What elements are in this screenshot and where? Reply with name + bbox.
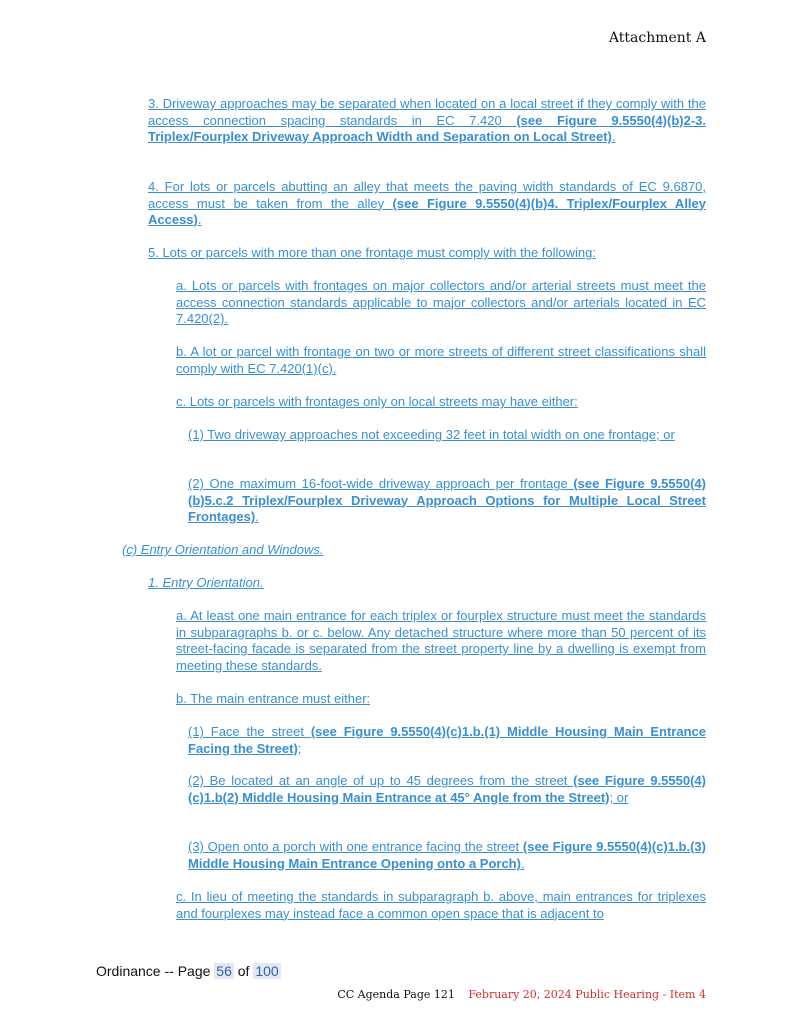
ordinance-label: Ordinance -- Page: [96, 963, 211, 979]
item-5: 5. Lots or parcels with more than one frontage must comply with the following:: [148, 245, 596, 260]
ordinance-page-footer: [96, 963, 281, 979]
page-total: 100: [255, 963, 279, 979]
item-5c2: (2) One maximum 16-foot-wide driveway approach per frontage (see Figure 9.5550(4)(b)5.c.2 Triplex/Fourplex Driveway Approach Options for Multiple Local Street Frontages).: [188, 476, 706, 524]
item-4: 4. For lots or parcels abutting an alley that meets the paving width standards of EC 9.6870, access must be taken from the alley (see Figure 9.5550(4)(b)4. Triplex/Fourplex Alley Access).: [148, 179, 707, 227]
agenda-page-label: CC Agenda Page 121: [337, 988, 455, 1001]
attachment-label: Attachment A: [608, 30, 706, 46]
item-5c1: (1) Two driveway approaches not exceeding 32 feet in total width on one frontage; or: [188, 427, 675, 442]
item-3: 3. Driveway approaches may be separated when located on a local street if they comply with the access connection spacing standards in EC 7.420 (see Figure 9.5550(4)(b)2-3. Triplex/Fourplex Driveway Approach Width and Separation on Local Street).: [148, 96, 706, 144]
item-c1-heading: 1. Entry Orientation.: [148, 575, 264, 590]
agenda-footer: [337, 988, 706, 1001]
item-c1a: a. At least one main entrance for each triplex or fourplex structure must meet the standards in subparagraphs b. or c. below. Any detached structure where more than 50 percent of its street-facing facade is separated from the street property line by a dwelling is exempt from meeting these standards.: [176, 608, 706, 673]
section-c-heading: (c) Entry Orientation and Windows.: [122, 542, 324, 557]
item-5a: a. Lots or parcels with frontages on major collectors and/or arterial streets must meet the access connection standards applicable to major collectors and/or arterials located in EC 7.420(2).: [176, 278, 706, 326]
item-c1c: c. In lieu of meeting the standards in subparagraph b. above, main entrances for triplexes and fourplexes may instead face a common open space that is adjacent to: [176, 889, 706, 921]
item-c1b1: (1) Face the street (see Figure 9.5550(4)(c)1.b.(1) Middle Housing Main Entrance Facing the Street);: [188, 724, 706, 756]
item-5c: c. Lots or parcels with frontages only on local streets may have either:: [176, 394, 578, 409]
page-of-label: of: [237, 963, 250, 979]
item-5b: b. A lot or parcel with frontage on two or more streets of different street classifications shall comply with EC 7.420(1)(c).: [176, 344, 706, 376]
item-c1b: b. The main entrance must either:: [176, 691, 371, 706]
hearing-label: February 20, 2024 Public Hearing - Item 4: [468, 988, 706, 1001]
page-number: 56: [216, 963, 232, 979]
item-c1b3: (3) Open onto a porch with one entrance facing the street (see Figure 9.5550(4)(c)1.b.(3) Middle Housing Main Entrance Opening onto a Porch).: [188, 839, 706, 871]
item-c1b2: (2) Be located at an angle of up to 45 degrees from the street (see Figure 9.5550(4)(c)1.b(2) Middle Housing Main Entrance at 45° Angle from the Street); or: [188, 773, 706, 805]
